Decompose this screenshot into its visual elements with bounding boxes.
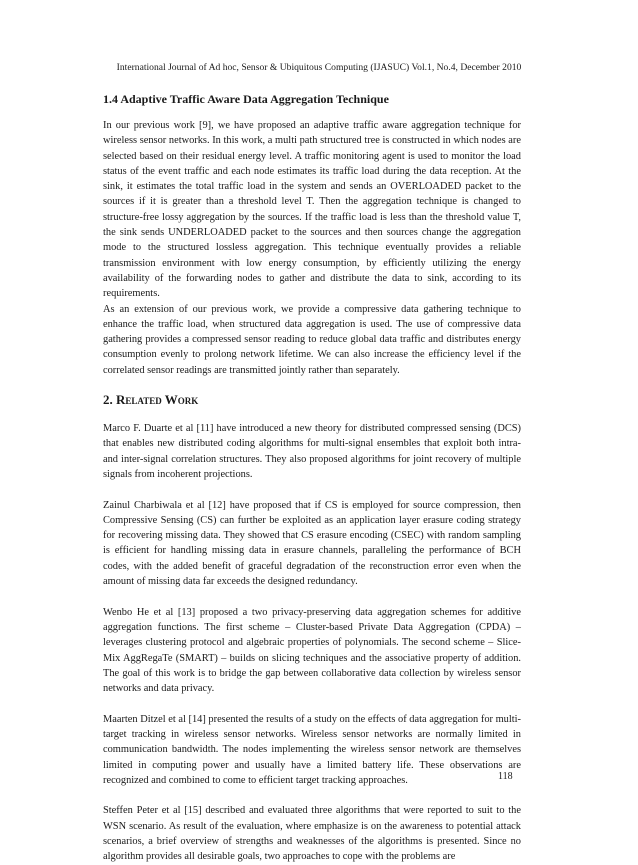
- running-header: International Journal of Ad hoc, Sensor & Ubiquitous Computing (IJASUC) Vol.1, No.4, December 2010: [116, 62, 522, 73]
- section-number: 2.: [103, 392, 113, 408]
- page-number: 118: [498, 771, 513, 782]
- paragraph: Marco F. Duarte et al [11] have introduced a new theory for distributed compressed sensing (DCS) that enables new distributed coding algorithms for multi-signal ensembles that exploit both intra- and inter-signal correlation structures. They also proposed algorithms for joint recovery of multiple signals from incoherent projections.: [103, 423, 521, 480]
- paragraph: Maarten Ditzel et al [14] presented the results of a study on the effects of data aggregation for multi-target tracking in wireless sensor networks. Wireless sensor networks are normally limited in communication bandwidth. The nodes implementing the wireless sensor network are themselves limited in computing power and usually have a limited battery life. These observations are recognized and combined to come to efficient target tracking approaches.: [103, 713, 521, 786]
- paragraph: In our previous work [9], we have proposed an adaptive traffic aware aggregation technique for wireless sensor networks. In this work, a multi path structured tree is constructed in which nodes are selected based on their residual energy level. A traffic monitoring agent is used to monitor the load status of the event traffic and each node estimates its traffic load during the data reception. At the sink, it estimates the total traffic load in the system and sends an OVERLOADED packet to the sources if it is greater than a threshold level T. Then the aggregation technique is changed to structure-free lossy aggregation by the sources. If the traffic load is less than the threshold value T, the sink sends UNDERLOADED packet to the sources and then sources change the aggregation mode to the structured lossless aggregation. This technique eventually provides a reliable transmission environment with low energy consumption, by efficiently utilizing the energy availability of the forwarding nodes to gather and distribute the data to sink, according to its requirements.: [103, 120, 521, 300]
- section-title: [103, 392, 521, 408]
- paragraph: As an extension of our previous work, we provide a compressive data gathering technique to enhance the traffic load, when structured data aggregation is used. The use of compressive data gathering provides a compressed sensor reading to reduce global data traffic and distributes energy consumption evenly to prolong network lifetime. We can also increase the efficiency level if the correlated sensor readings are transmitted jointly rather than separately.: [103, 303, 521, 376]
- subsection-title: 1.4 Adaptive Traffic Aware Data Aggregation Technique: [103, 92, 389, 106]
- page-body: [103, 92, 521, 865]
- paragraph: Steffen Peter et al [15] described and evaluated three algorithms that were reported to suit to the WSN scenario. As result of the evaluation, where emphasize is on the awareness to potential attack scenarios, a brief overview of strengths and weaknesses of the algorithms is presented. Since no algorithm provides all desirable goals, two approaches to cope with the problems are: [103, 805, 521, 863]
- paragraph: Wenbo He et al [13] proposed a two privacy-preserving data aggregation schemes for additive aggregation functions. The first scheme – Cluster-based Private Data Aggregation (CPDA) – leverages clustering protocol and algebraic properties of polynomials. The second scheme – Slice-Mix AggRegaTe (SMART) – builds on slicing techniques and the associative property of addition. The goal of this work is to bridge the gap between collaborative data collection by wireless sensor networks and data privacy.: [103, 606, 521, 695]
- paragraph: Zainul Charbiwala et al [12] have proposed that if CS is employed for source compression, then Compressive Sensing (CS) can further be exploited as an application layer erasure coding strategy for recovering missing data. They showed that CS erasure encoding (CSEC) with random sampling is efficient for handling missing data in erasure channels, paralleling the performance of BCH codes, with the added benefit of graceful degradation of the reconstruction error even when the amount of missing data far exceeds the designed redundancy.: [103, 499, 521, 588]
- section-heading-text: Related Work: [116, 392, 199, 408]
